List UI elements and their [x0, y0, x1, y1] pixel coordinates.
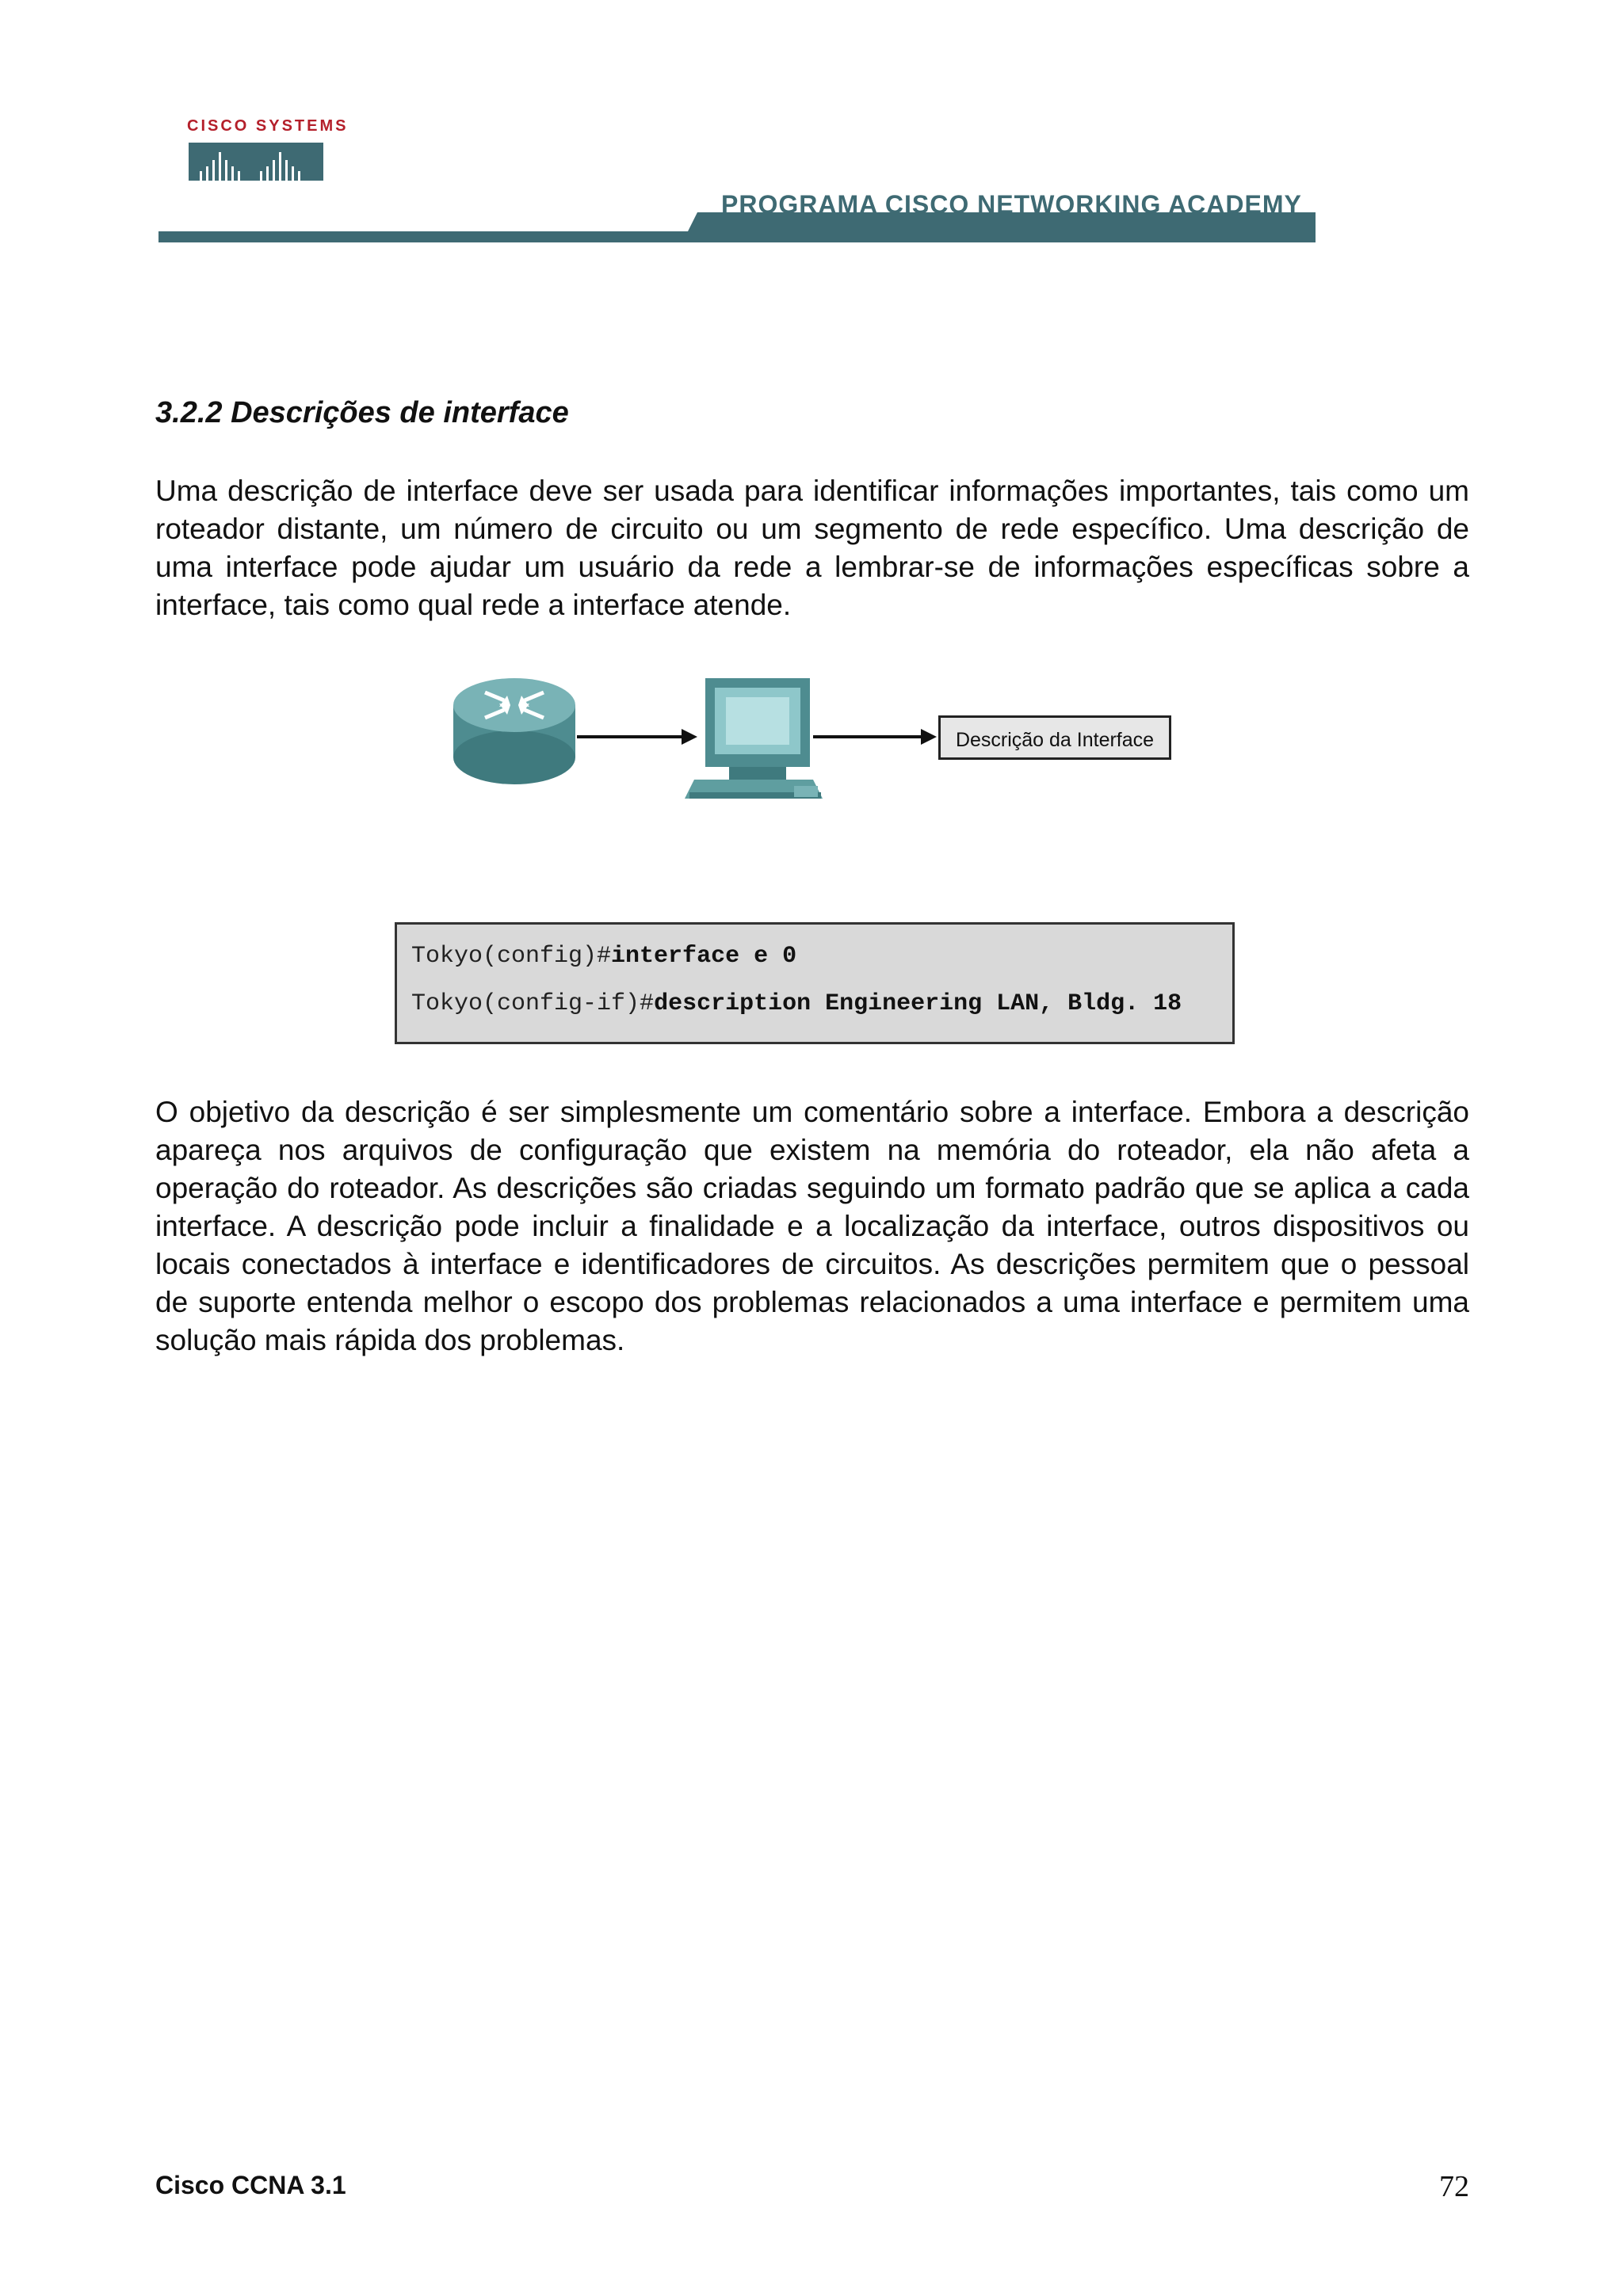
arrow-icon: [813, 729, 937, 745]
cli-command: interface e 0: [611, 943, 797, 970]
page-header: [0, 0, 1623, 269]
page-number: 72: [1439, 2170, 1469, 2203]
cisco-logo-icon: [189, 143, 323, 185]
cisco-logo-text: CISCO SYSTEMS: [187, 117, 349, 135]
program-title: PROGRAMA CISCO NETWORKING ACADEMY: [721, 190, 1302, 219]
arrow-icon: [577, 729, 697, 745]
cli-command: description Engineering LAN, Bldg. 18: [654, 990, 1182, 1017]
cli-line: [411, 940, 1232, 988]
intro-paragraph: Uma descrição de interface deve ser usada para identificar informações importantes, tais como um roteador distante, um número de circuito ou um segmento de rede específico. Uma descrição de uma interface pode ajudar um usuário da rede a lembrar-se de informações específicas sobre a interface, tais como qual rede a interface atende.: [155, 475, 1469, 621]
cli-line: [411, 988, 1232, 1035]
cli-prompt: Tokyo(config-if)#: [411, 990, 655, 1017]
cli-prompt: Tokyo(config)#: [411, 943, 612, 970]
footer-course-title: Cisco CCNA 3.1: [155, 2171, 346, 2199]
interface-description-label: Descrição da Interface: [938, 715, 1171, 760]
computer-icon: [685, 678, 823, 799]
router-icon: [453, 678, 575, 784]
cli-code-block: [395, 922, 1235, 1044]
section-heading: 3.2.2 Descrições de interface: [155, 396, 569, 429]
body-paragraph: O objetivo da descrição é ser simplesmente um comentário sobre a interface. Embora a descrição apareça nos arquivos de configuração que existem na memória do roteador, ela não afeta a operação do roteador. As descrições são criadas seguindo um formato padrão que se aplica a cada interface. A descrição pode incluir a finalidade e a localização da interface, outros dispositivos ou locais conectados à interface e identificadores de circuitos. As descrições permitem que o pessoal de suporte entenda melhor o escopo dos problemas relacionados a uma interface e permitem uma solução mais rápida dos problemas.: [155, 1096, 1469, 1356]
